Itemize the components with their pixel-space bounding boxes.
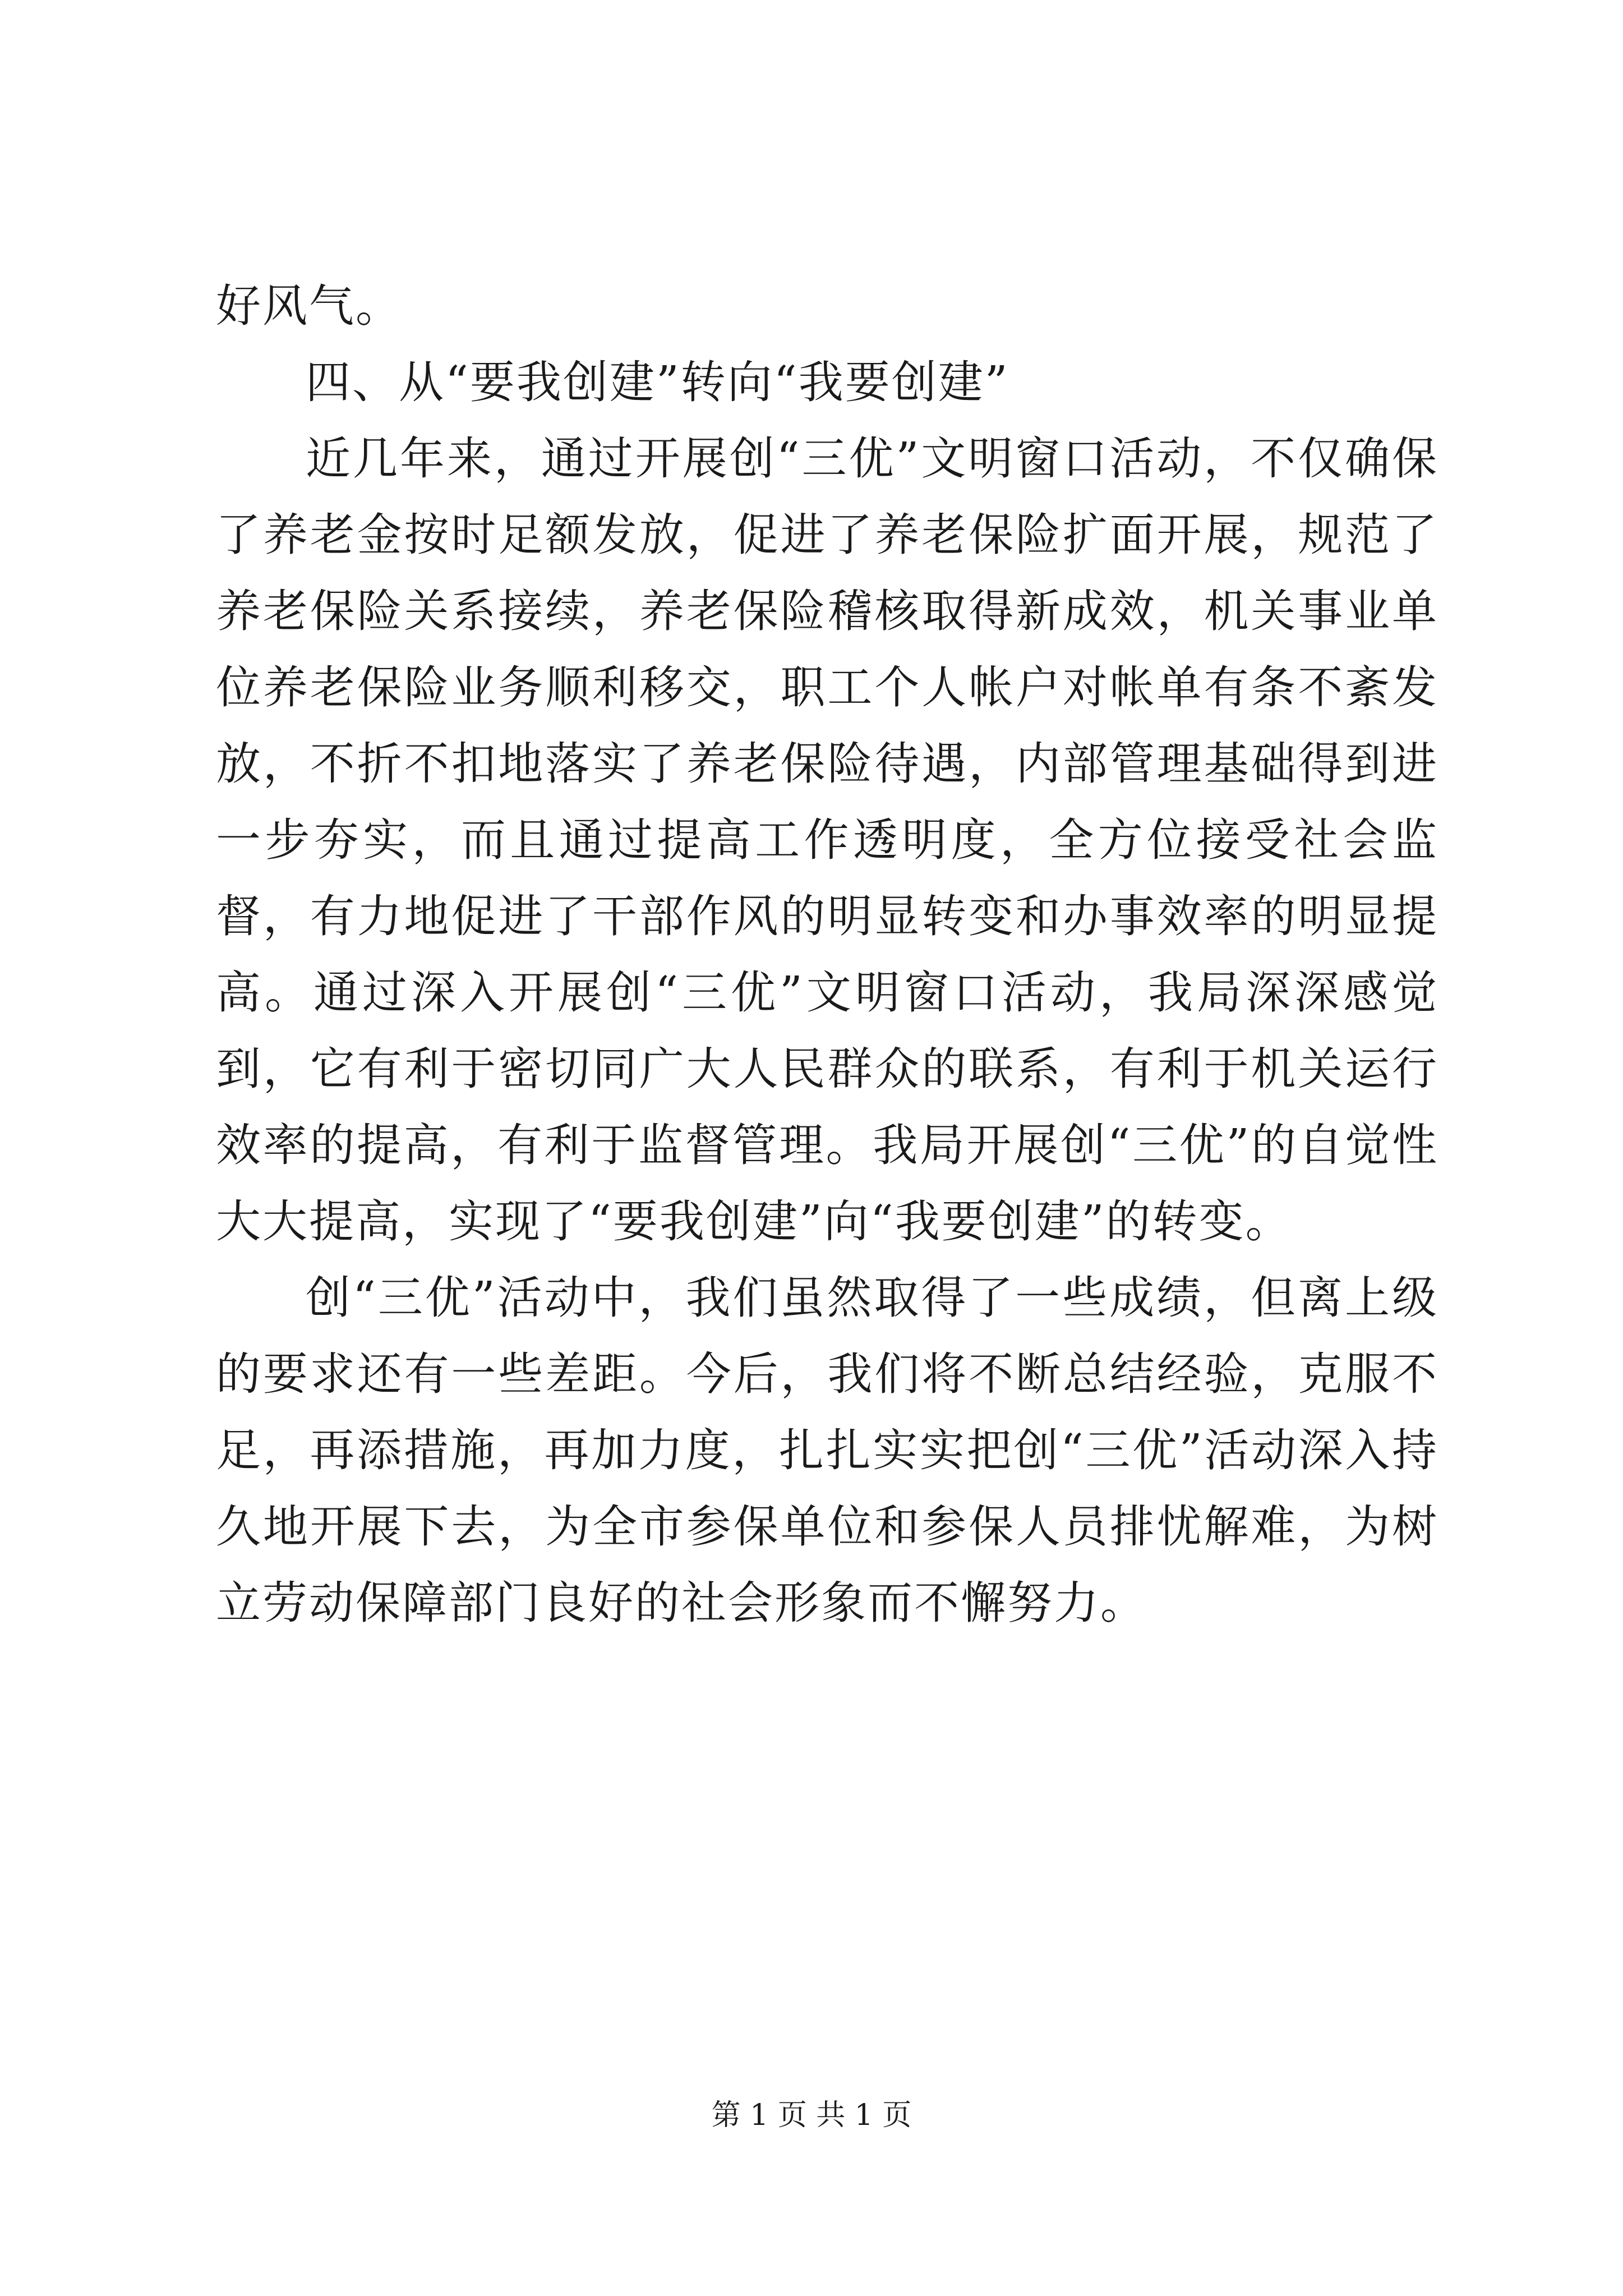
section-heading: 四、从“要我创建”转向“我要创建” — [306, 356, 1009, 408]
body-paragraph: 创“三优”活动中，我们虽然取得了一些成绩，但离上级的要求还有一些差距。今后，我们将不断总结经验，克服不足，再添措施，再加力度，扎扎实实把创“三优”活动深入持久地开展下去，为全市参保单位和参保人员排忧解难，为树立劳动保障部门良好的社会形象而不懈努力。 — [216, 1272, 1438, 1629]
body-paragraph: 近几年来，通过开展创“三优”文明窗口活动，不仅确保了养老金按时足额发放，促进了养老保险扩面开展，规范了养老保险关系接续，养老保险稽核取得新成效，机关事业单位养老保险业务顺利移交，职工个人帐户对帐单有条不紊发放，不折不扣地落实了养老保险待遇，内部管理基础得到进一步夯实，而且通过提高工作透明度，全方位接受社会监督，有力地促进了干部作风的明显转变和办事效率的明显提高。通过深入开展创“三优”文明窗口活动，我局深深感觉到，它有利于密切同广大人民群众的联系，有利于机关运行效率的提高，有利于监督管理。我局开展创“三优”的自觉性大大提高，实现了“要我创建”向“我要创建”的转变。 — [216, 432, 1438, 1248]
page-footer: 第 1 页 共 1 页 — [711, 2099, 912, 2132]
continuation-text: 好风气。 — [216, 280, 402, 332]
document-body — [216, 268, 1438, 1641]
